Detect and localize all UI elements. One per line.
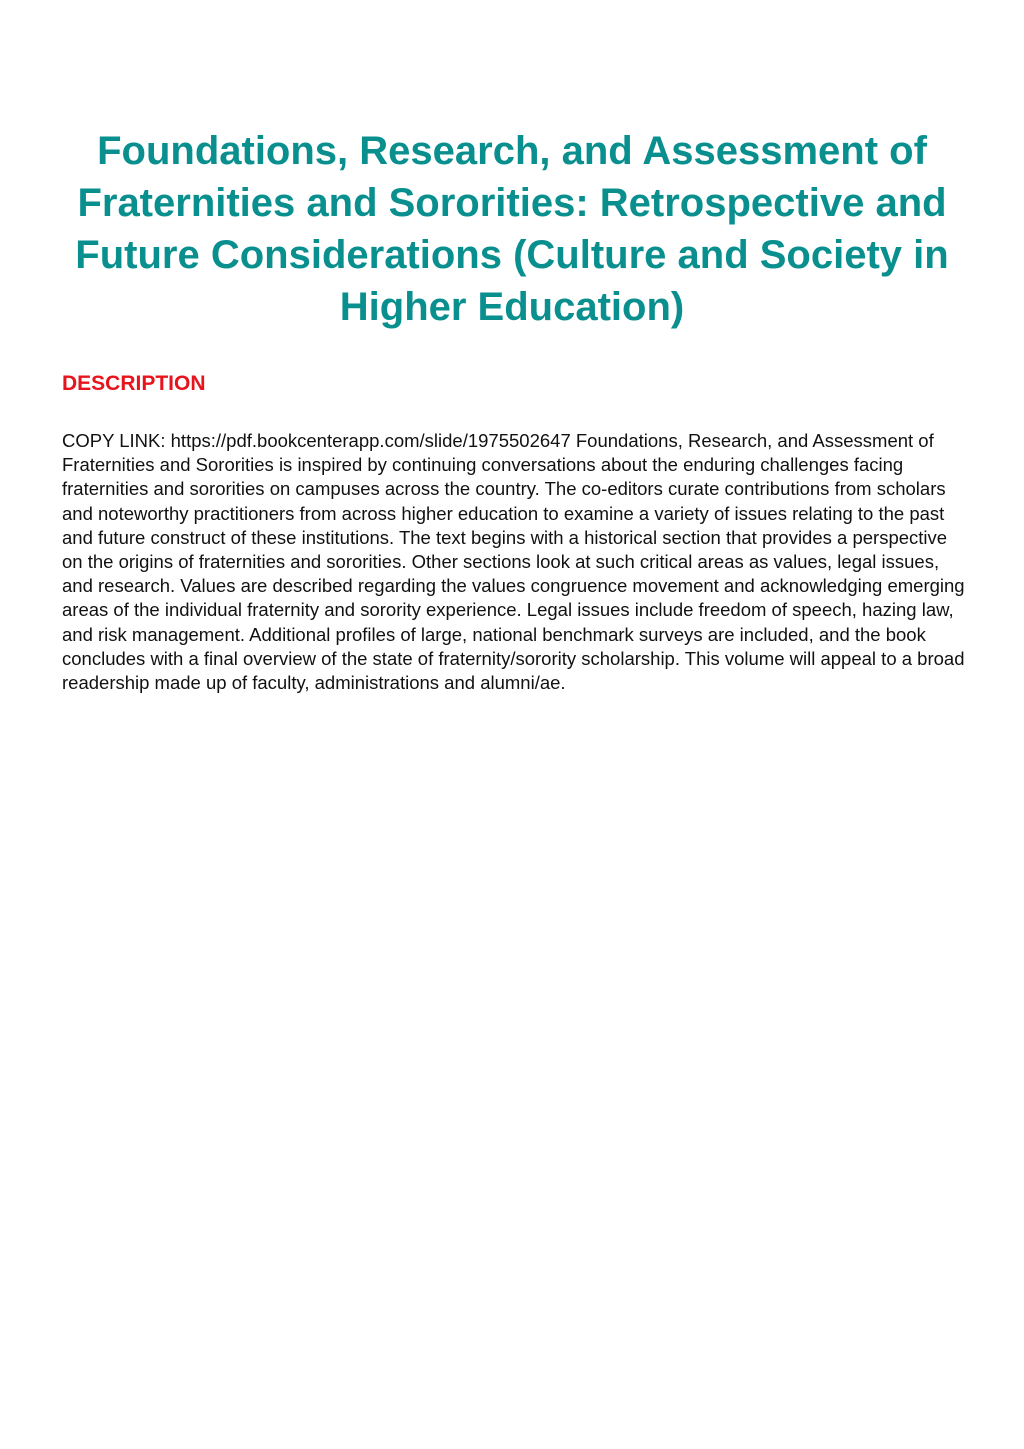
description-heading: DESCRIPTION	[62, 372, 206, 395]
document-title: Foundations, Research, and Assessment of Fraternities and Sororities: Retrospective and Future Considerations (Culture and Society in Higher Education)	[75, 129, 949, 329]
description-text: COPY LINK: https://pdf.bookcenterapp.com/slide/1975502647 Foundations, Research, and Assessment of Fraternities and Sororities is inspired by continuing conversations about the enduring challenges facing fraternities and sororities on campuses across the country. The co-editors curate contributions from scholars and noteworthy practitioners from across higher education to examine a variety of issues relating to the past and future construct of these institutions. The text begins with a historical section that provides a perspective on the origins of fraternities and sororities. Other sections look at such critical areas as values, legal issues, and research. Values are described regarding the values congruence movement and acknowledging emerging areas of the individual fraternity and sorority experience. Legal issues include freedom of speech, hazing law, and risk management. Additional profiles of large, national benchmark surveys are included, and the book concludes with a final overview of the state of fraternity/sorority scholarship. This volume will appeal to a broad readership made up of faculty, administrations and alumni/ae.	[62, 430, 965, 694]
